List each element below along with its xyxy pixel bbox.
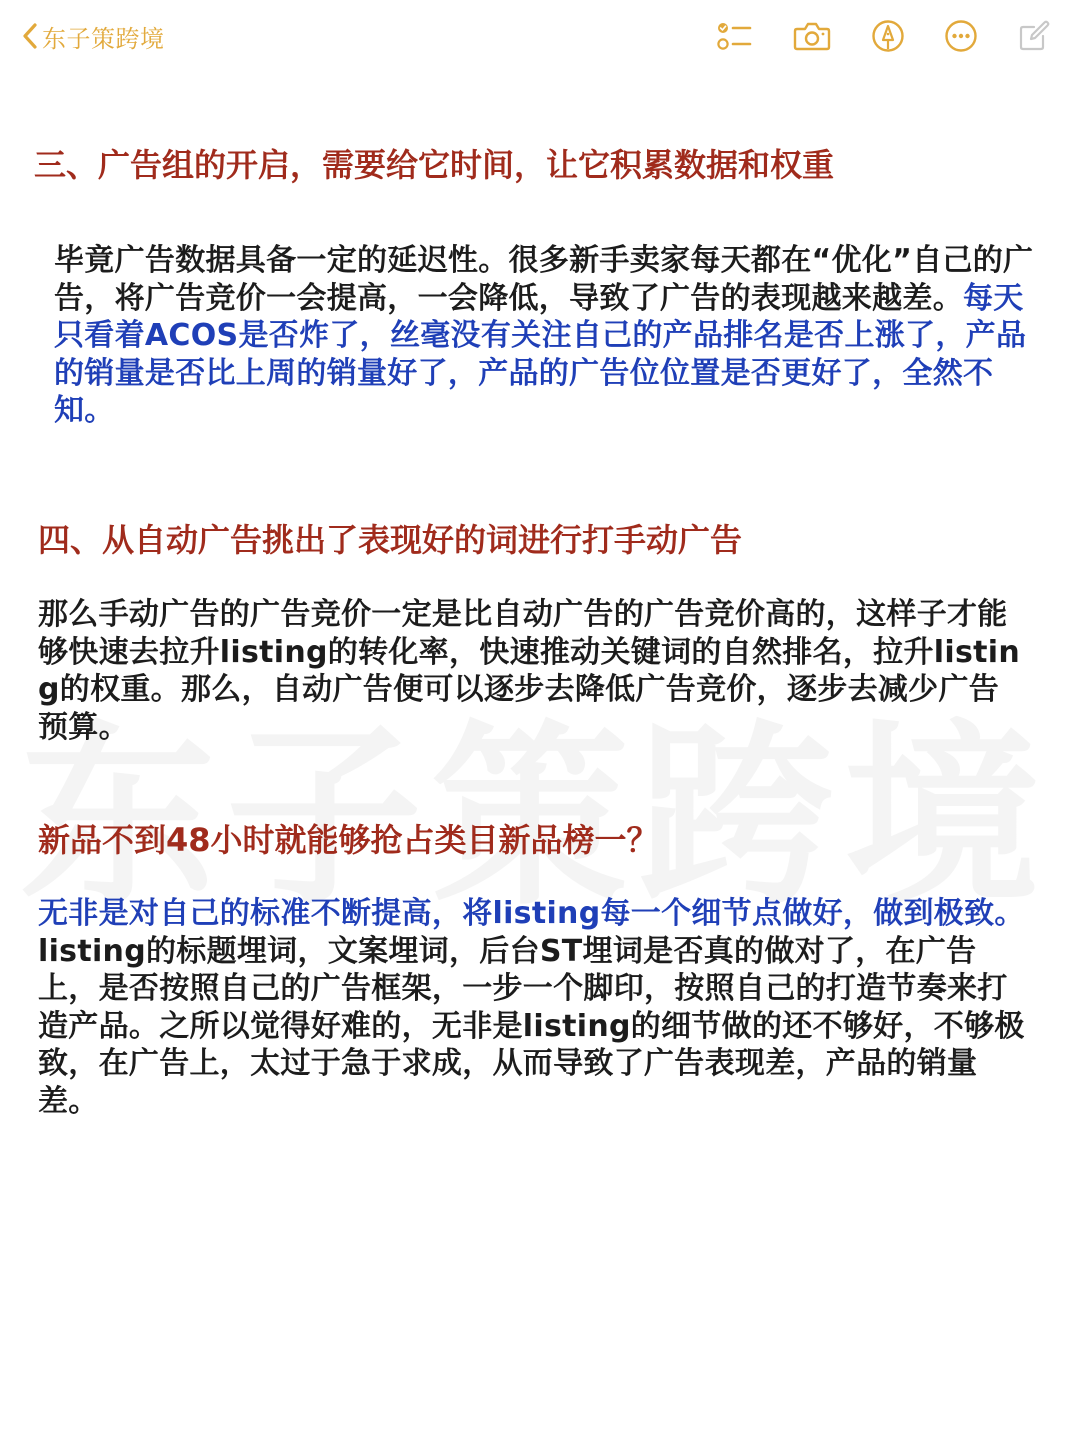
checklist-icon[interactable]	[714, 16, 754, 56]
body-text: 那么手动广告的广告竞价一定是比自动广告的广告竞价高的，这样子才能够快速去拉升listing的转化率，快速推动关键词的自然排名，拉升listing的权重。那么，自动广告便可以逐步去降低广告竞价，逐步去减少广告预算。	[38, 597, 1020, 745]
back-button-label: 东子策跨境	[42, 24, 165, 53]
body-text: listing的标题埋词，文案埋词，后台ST埋词是否真的做对了，在广告上，是否按照自己的广告框架，一步一个脚印，按照自己的打造节奏来打造产品。之所以觉得好难的，无非是listing的细节做的还不够好，不够极致，在广告上，太过于急于求成，从而导致了广告表现差，产品的销量差。	[38, 933, 1025, 1119]
section-heading-4: 四、从自动广告挑出了表现好的词进行打手动广告	[38, 521, 743, 559]
section-heading-3: 三、广告组的开启，需要给它时间，让它积累数据和权重	[34, 146, 835, 184]
more-options-icon[interactable]	[941, 16, 981, 56]
notes-toolbar	[0, 0, 1080, 72]
section-heading-new-product: 新品不到48小时就能够抢占类目新品榜一？	[38, 821, 659, 859]
back-button[interactable]	[22, 16, 165, 56]
section-body-3	[54, 242, 1034, 430]
markup-pen-icon[interactable]	[868, 16, 908, 56]
body-text: 毕竟广告数据具备一定的延迟性。很多新手卖家每天都在“优化”自己的广告，将广告竞价一会提高，一会降低，导致了广告的表现越来越差。	[54, 243, 1034, 316]
section-body-4	[38, 596, 1028, 746]
chevron-left-icon	[22, 22, 38, 50]
camera-icon[interactable]	[792, 16, 832, 56]
highlighted-text: 每天只看着ACOS是否炸了，丝毫没有关注自己的产品排名是否上涨了，产品的销量是否比上周的销量好了，产品的广告位位置是否更好了，全然不知。	[54, 280, 1027, 428]
compose-icon[interactable]	[1014, 16, 1054, 56]
highlighted-text: 无非是对自己的标准不断提高，将listing每一个细节点做好，做到极致。	[38, 896, 1025, 931]
section-body-new-product	[38, 895, 1028, 1120]
